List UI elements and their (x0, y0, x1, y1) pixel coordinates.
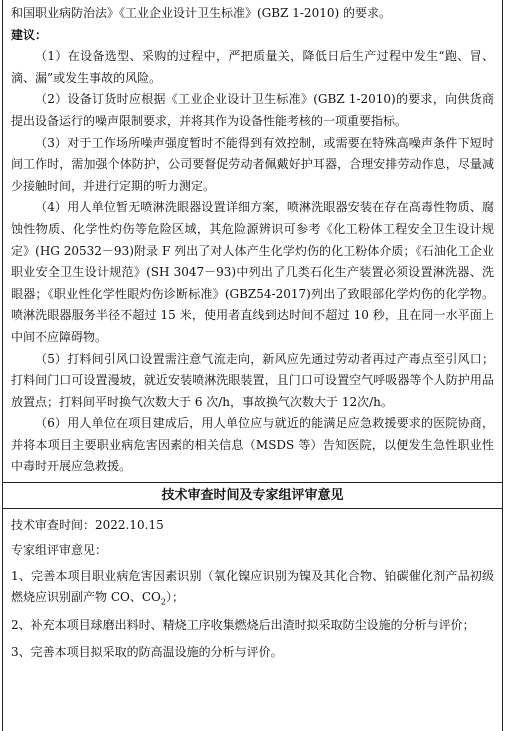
advice-item-1: （1）在设备选型、采购的过程中，严把质量关，降低日后生产过程中发生“跑、冒、滴、漏”或发生事故的风险。 (11, 49, 494, 85)
recommendations-cell (3, 0, 502, 478)
section-title: 技术审查时间及专家组评审意见 (3, 483, 502, 509)
review-date-value: 2022.10.15 (95, 518, 164, 533)
advice-item-2: （2）设备订货时应根据《工业企业设计卫生标准》(GBZ 1-2010)的要求，向供货商提出设备运行的噪声限制要求，并将其作为设备性能考核的一项重要指标。 (11, 92, 494, 128)
advice-item-4: （4）用人单位暂无喷淋洗眼器设置详细方案，喷淋洗眼器安装在存在高毒性物质、腐蚀性物质、化学性灼伤等危险区域，其危险源辨识可参考《化工粉体工程安全卫生设计规定》(HG 20532－93)附录 F 列出了对人体产生化学灼伤的化工粉体介质；《石油化工企业职业安全卫生设计规范》(SH 3047－93)中列出了几类石化生产装置必须设置淋洗器、洗眼器；《职业性化学性眼灼伤诊断标准》(GBZ54-2017)列出了致眼部化学灼伤的化学物。喷淋洗眼器服务半径不超过 15 米，使用者直线到达时间不超过 10 秒，且在同一水平面上中间不应障碍物。 (11, 200, 494, 344)
opinions-label: 专家组评审意见： (11, 543, 108, 558)
advice-item-3: （3）对于工作场所噪声强度暂时不能得到有效控制，或需要在特殊高噪声条件下短时间工作时，需加强个体防护，公司要督促劳动者佩戴好护耳器，合理安排劳动作息，尽量减少接触时间，并进行定期的听力测定。 (11, 135, 494, 193)
review-date-line (11, 515, 494, 536)
review-date-label: 技术审查时间： (11, 518, 96, 533)
advice-item-5: （5）打料间引风口设置需注意气流走向，新风应先通过劳动者再过产毒点至引风口；打料间门口可设置漫坡，就近安装喷淋洗眼装置，且门口可设置空气呼吸器等个人防护用品放置点；打料间平时换气次数大于 6 次/h，事故换气次数大于 12次/h。 (11, 351, 494, 409)
opinion-2: 2、补充本项目球磨出料时、精烧工序收集燃烧后出渣时拟采取防尘设施的分析与评价； (11, 617, 475, 632)
review-cell (3, 509, 502, 663)
intro-line: 和国职业病防治法》《工业企业设计卫生标准》(GBZ 1-2010) 的要求。 (11, 6, 391, 20)
opinion-3: 3、完善本项目拟采取的防高温设施的分析与评价。 (11, 645, 283, 660)
advice-heading: 建议： (11, 27, 48, 42)
table-frame (2, 0, 503, 731)
opinion-1: 1、完善本项目职业病危害因素识别（氧化镍应识别为镍及其化合物、铂碳催化剂产品初级燃烧应识别副产物 CO、$CO_2$）； (11, 568, 494, 607)
advice-item-6: （6）用人单位在项目建成后，用人单位应与就近的能满足应急救援要求的医院协商，并将本项目主要职业病危害因素的相关信息（MSDS 等）告知医院，以便发生急性职业性中毒时开展应急救援。 (11, 416, 494, 474)
